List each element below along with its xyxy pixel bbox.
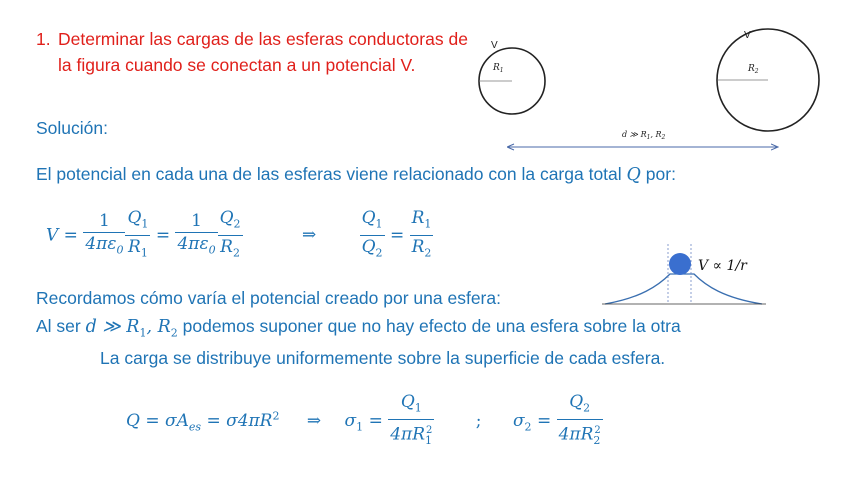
distance-condition: d ≫ $R_1$, $R_2$ xyxy=(85,317,178,340)
paragraph-distance-assumption xyxy=(36,316,681,340)
eq1-ratio-1: $\frac{Q_1}{R_1}$ xyxy=(127,208,149,260)
eq1-coef-2: $\frac{1}{4\pi\varepsilon_0}$ xyxy=(177,211,216,257)
eq1-implies: ⇒ xyxy=(301,225,317,246)
paragraph1-tail: por: xyxy=(645,164,676,184)
charged-sphere xyxy=(669,253,691,275)
potential-curve xyxy=(605,274,762,304)
sigma2-fraction: $\frac{Q_2}{4\pi R_2^2}$ xyxy=(558,392,601,448)
eq2-area: = σ4πR xyxy=(206,411,273,432)
paragraph1-text: El potencial en cada una de las esferas viene relacionado con la carga total xyxy=(36,164,622,184)
sphere-2-radius-label: $R_2$ xyxy=(748,64,759,75)
charge-symbol: Q xyxy=(626,165,641,185)
paragraph-potential-charge xyxy=(36,164,676,185)
problem-number: 1. xyxy=(36,29,51,49)
eq1-coef-1: $\frac{1}{4\pi\varepsilon_0}$ xyxy=(85,211,124,257)
eq2-separator: ; xyxy=(475,411,482,432)
equation-potential xyxy=(46,208,433,264)
eq1-q-ratio: $\frac{Q_1}{Q_2}$ xyxy=(361,208,383,260)
eq1-ratio-2: $\frac{Q_2}{R_2}$ xyxy=(219,208,241,260)
eq1-r-ratio: $\frac{R_1}{R_2}$ xyxy=(411,208,432,260)
potential-proportional-label: V ∝ 1/r xyxy=(698,258,747,274)
potential-curve-figure xyxy=(600,240,770,310)
spheres-figure xyxy=(470,22,840,162)
paragraph-uniform-distribution: La carga se distribuye uniformemente sobre la superficie de cada esfera. xyxy=(100,348,666,368)
solution-label: Solución: xyxy=(36,118,108,138)
equation-charge-density: $Q = \sigma A_{es} = \sigma 4\pi R^2$ ⇒ $\sigma_1$ = $\frac{Q_1}{4\pi R_1^2}$ ; $\sigma_2$ = $\frac{Q_2}{4\pi R_2^2}$ xyxy=(126,392,603,451)
eq2-implies: ⇒ xyxy=(306,411,322,432)
sigma2: $\sigma_2$ xyxy=(512,411,532,434)
eq1-lhs: V = xyxy=(46,225,78,246)
paragraph-recall-potential: Recordamos cómo varía el potencial creado por una esfera: xyxy=(36,288,501,308)
sphere-1-voltage-label: V xyxy=(491,40,498,51)
eq2-equals-1: = xyxy=(368,411,383,432)
problem-text: Determinar las cargas de las esferas conductoras de la figura cuando se conectan a un potencial V. xyxy=(58,29,468,75)
distance-label: d ≫ $R_1$, $R_2$ xyxy=(622,130,666,141)
eq2-charge-def: Q = σA xyxy=(126,411,189,432)
sphere-1-radius-label: $R_1$ xyxy=(493,63,504,74)
sphere-2-voltage-label: V xyxy=(744,30,751,41)
eq1-equals-2: = xyxy=(389,225,405,246)
eq2-equals-2: = xyxy=(536,411,552,432)
paragraph3-suffix: podemos suponer que no hay efecto de una esfera sobre la otra xyxy=(182,316,681,336)
eq1-equals: = xyxy=(155,225,171,246)
paragraph3-prefix: Al ser xyxy=(36,316,81,336)
sigma1-fraction: $\frac{Q_1}{4\pi R_1^2}$ xyxy=(390,392,433,448)
sigma1: $\sigma_1$ xyxy=(344,411,364,434)
problem-statement xyxy=(36,26,468,78)
